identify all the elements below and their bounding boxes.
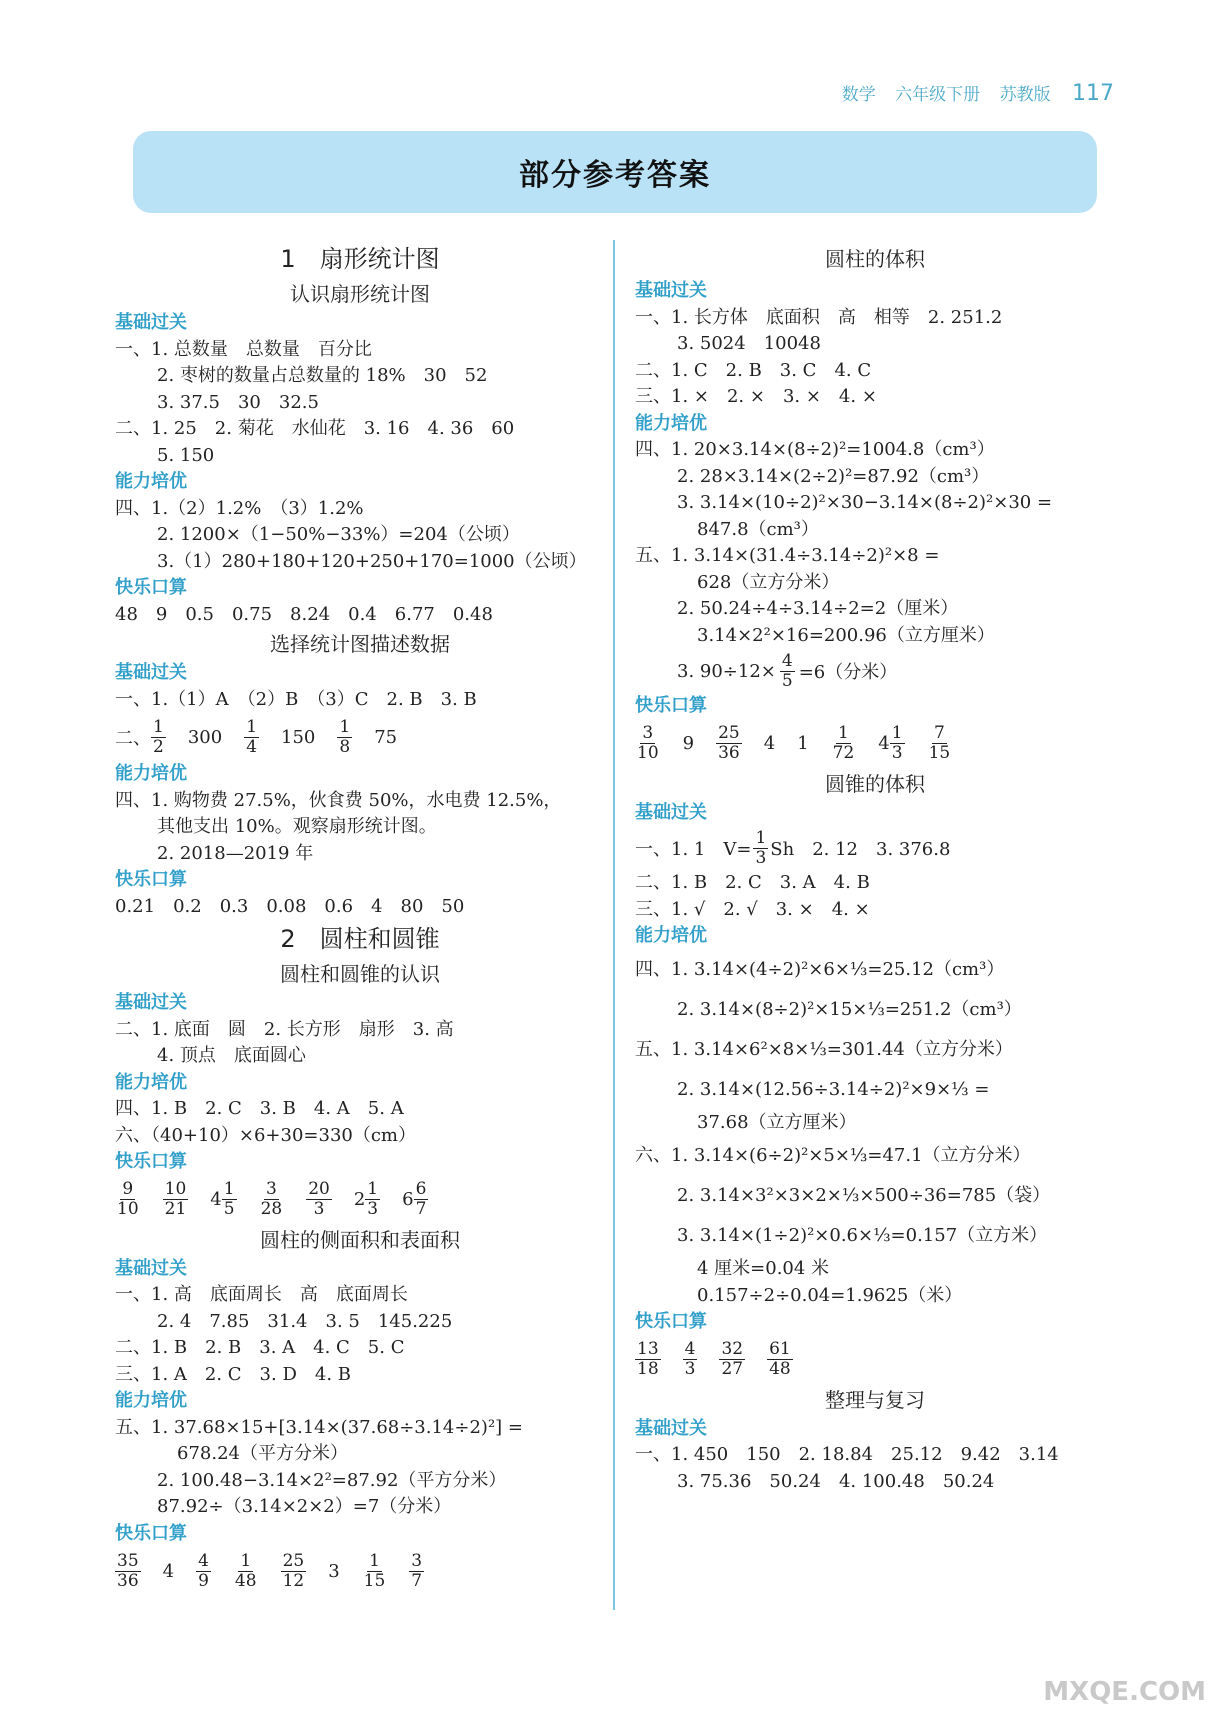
answer-line: 2. 3.14×(12.56÷3.14÷2)²×9×⅓ = — [677, 1078, 990, 1100]
label-basic: 基础过关 — [115, 662, 187, 683]
answer-banner: 部分参考答案 — [133, 131, 1097, 213]
answer-line: 628（立方分米） — [697, 571, 840, 593]
answer-line: 五、1. 37.68×15+[3.14×(37.68÷3.14÷2)²] = — [115, 1416, 523, 1438]
section-title: 圆锥的体积 — [825, 771, 925, 796]
label-ability: 能力培优 — [115, 471, 187, 492]
denominator: 7 — [415, 1199, 427, 1219]
label-ability: 能力培优 — [115, 1390, 187, 1411]
row-prefix: 二、 — [115, 728, 151, 749]
answer-line: 二、1. 底面 圆 2. 长方形 扇形 3. 高 — [115, 1018, 454, 1040]
chapter-title: 1 扇形统计图 — [280, 245, 440, 273]
answer-line: 五、1. 3.14×(31.4÷3.14÷2)²×8 = — [635, 545, 940, 566]
expr: 3. 90÷12× — [677, 660, 776, 682]
numerator: 1 — [367, 1179, 379, 1199]
answer-line: 3.14×2²×16=200.96（立方厘米） — [697, 624, 995, 646]
answer-line: 5. 150 — [157, 444, 215, 466]
numerator: 1 — [223, 1179, 235, 1199]
answer-line: 二、1. C 2. B 3. C 4. C — [635, 359, 872, 381]
answer-line: 二、1. B 2. C 3. A 4. B — [635, 872, 870, 893]
value: 75 — [374, 726, 398, 748]
fraction — [163, 1180, 189, 1219]
denominator: 8 — [339, 736, 351, 757]
fraction — [259, 1180, 285, 1219]
answer-line: 2. 28×3.14×(2÷2)²=87.92（cm³） — [677, 465, 990, 487]
section-title: 认识扇形统计图 — [290, 282, 430, 306]
answer-line: 四、1. 20×3.14×(8÷2)²=1004.8（cm³） — [635, 439, 995, 460]
denominator: 36 — [718, 743, 740, 763]
value: 150 — [281, 726, 316, 748]
fraction — [115, 1552, 141, 1591]
denominator: 15 — [363, 1570, 386, 1591]
answer-line: 4. 顶点 底面圆心 — [157, 1045, 306, 1066]
denominator: 3 — [891, 743, 903, 763]
denominator: 4 — [246, 736, 258, 757]
numerator: 1 — [838, 723, 849, 743]
numerator: 25 — [718, 723, 740, 743]
answer-line: 2. 3.14×(8÷2)²×15×⅓=251.2（cm³） — [677, 998, 1022, 1020]
numerator: 25 — [282, 1550, 305, 1571]
value: 300 — [187, 726, 223, 748]
numerator: 1 — [240, 1550, 252, 1571]
denominator: 10 — [637, 743, 659, 763]
fraction — [753, 829, 768, 868]
label-mental: 快乐口算 — [115, 869, 187, 890]
answer-line: 其他支出 10%。观察扇形统计图。 — [157, 816, 437, 837]
answer-line: 五、1. 3.14×6²×8×⅓=301.44（立方分米） — [635, 1038, 1013, 1060]
denominator: 3 — [367, 1199, 379, 1219]
denominator: 2 — [153, 736, 164, 757]
answer-line: 四、1. 3.14×(4÷2)²×6×⅓=25.12（cm³） — [635, 958, 1005, 980]
numerator: 4 — [684, 1339, 696, 1359]
denominator: 3 — [313, 1199, 325, 1219]
whole-part: 4 — [210, 1189, 222, 1210]
whole-part: 4 — [878, 733, 890, 754]
numerator: 3 — [411, 1550, 423, 1571]
denominator: 5 — [781, 670, 793, 691]
denominator: 12 — [282, 1570, 305, 1591]
integer-value: 1 — [797, 733, 809, 754]
answer-line: 四、1. B 2. C 3. B 4. A 5. A — [115, 1098, 404, 1119]
answer-line: 二、1. 25 2. 菊花 水仙花 3. 16 4. 36 60 — [115, 418, 515, 439]
fraction — [414, 1180, 429, 1219]
numerator: 35 — [117, 1550, 139, 1571]
fraction — [281, 1552, 307, 1591]
answer-line: 3. 3.14×(10÷2)²×30−3.14×(8÷2)²×30 = — [677, 492, 1053, 513]
answer-line: 2. 4 7.85 31.4 3. 5 145.225 — [157, 1310, 453, 1332]
fraction — [409, 1552, 424, 1591]
header-edition: 苏教版 — [999, 85, 1051, 105]
answer-line — [635, 649, 1115, 693]
fraction-row — [635, 720, 1115, 768]
answer-line: 三、1. A 2. C 3. D 4. B — [115, 1363, 352, 1385]
label-ability: 能力培优 — [115, 763, 187, 784]
left-column — [115, 240, 605, 1595]
label-mental: 快乐口算 — [635, 1311, 707, 1332]
answer-line: 2. 100.48−3.14×2²=87.92（平方分米） — [157, 1469, 507, 1491]
answer-line: 678.24（平方分米） — [177, 1443, 348, 1464]
fraction — [365, 1180, 380, 1219]
section-title: 圆柱和圆锥的认识 — [280, 962, 440, 986]
label-basic: 基础过关 — [635, 1417, 707, 1439]
numerator: 20 — [308, 1179, 330, 1199]
fraction — [719, 1340, 745, 1379]
watermark: MXQE.COM — [1043, 1677, 1206, 1707]
answer-line: 四、1. 购物费 27.5%，伙食费 50%，水电费 12.5%， — [115, 789, 562, 811]
label-basic: 基础过关 — [115, 312, 187, 333]
answer-line: 847.8（cm³） — [697, 518, 819, 540]
page-number: 117 — [1072, 81, 1114, 106]
expr: Sh 2. 12 3. 376.8 — [770, 839, 951, 860]
integer-value: 9 — [682, 733, 695, 754]
whole-part: 2 — [353, 1189, 366, 1210]
fraction — [362, 1552, 388, 1591]
answer-line: 一、1. 总数量 总数量 百分比 — [115, 338, 372, 360]
answer-line: 0.21 0.2 0.3 0.08 0.6 4 80 50 — [115, 895, 465, 917]
whole-part: 6 — [402, 1189, 414, 1210]
fraction-row — [115, 1176, 605, 1224]
numerator: 3 — [642, 723, 654, 743]
answer-line: 2. 50.24÷4÷3.14÷2=2（厘米） — [677, 598, 959, 619]
denominator: 10 — [117, 1199, 139, 1219]
fraction — [196, 1552, 211, 1591]
answer-line: 48 9 0.5 0.75 8.24 0.4 6.77 0.48 — [115, 603, 493, 625]
denominator: 3 — [684, 1359, 696, 1379]
numerator: 1 — [153, 716, 164, 737]
chapter-title: 2 圆柱和圆锥 — [280, 925, 440, 953]
numerator: 4 — [781, 650, 793, 671]
fraction — [767, 1340, 793, 1379]
answer-line — [635, 826, 1115, 870]
answer-line: 2. 3.14×3²×3×2×⅓×500÷36=785（袋） — [677, 1185, 1051, 1206]
denominator: 5 — [223, 1199, 235, 1219]
denominator: 48 — [234, 1570, 257, 1591]
answer-line: 一、1. 高 底面周长 高 底面周长 — [115, 1284, 408, 1305]
denominator: 7 — [411, 1570, 423, 1591]
column-divider — [613, 240, 615, 1610]
fraction — [233, 1552, 259, 1591]
answer-line: 四、1.（2）1.2% （3）1.2% — [115, 497, 364, 519]
answer-line: 2. 枣树的数量占总数量的 18% 30 52 — [157, 365, 488, 386]
answer-line: 3.（1）280+180+120+250+170=1000（公顷） — [157, 550, 587, 572]
header-grade: 六年级下册 — [895, 85, 981, 105]
fraction — [151, 718, 166, 757]
denominator: 9 — [198, 1570, 209, 1591]
fraction — [683, 1340, 698, 1379]
answer-line: 4 厘米=0.04 米 — [697, 1258, 830, 1279]
fraction — [115, 1180, 141, 1219]
label-ability: 能力培优 — [115, 1071, 187, 1093]
section-title: 选择统计图描述数据 — [270, 632, 450, 656]
numerator: 10 — [164, 1179, 187, 1199]
numerator: 1 — [369, 1550, 380, 1571]
integer-value: 3 — [328, 1560, 340, 1582]
fraction-row — [115, 713, 605, 761]
label-mental: 快乐口算 — [115, 1522, 187, 1544]
numerator: 3 — [265, 1179, 277, 1199]
numerator: 13 — [637, 1339, 659, 1359]
fraction — [306, 1180, 332, 1219]
answer-line: 一、1. 450 150 2. 18.84 25.12 9.42 3.14 — [635, 1444, 1059, 1465]
numerator: 1 — [891, 723, 903, 743]
answer-line: 0.157÷2÷0.04=1.9625（米） — [697, 1284, 963, 1306]
numerator: 7 — [933, 723, 945, 743]
answer-line: 3. 3.14×(1÷2)²×0.6×⅓=0.157（立方米） — [677, 1225, 1048, 1246]
answer-line: 一、1.（1）A （2）B （3）C 2. B 3. B — [115, 688, 477, 710]
section-title: 圆柱的体积 — [825, 247, 925, 271]
denominator: 48 — [769, 1359, 791, 1379]
fraction — [337, 718, 352, 757]
answer-line: 六、（40+10）×6+30=330（cm） — [115, 1124, 416, 1146]
fraction — [635, 724, 661, 763]
denominator: 72 — [832, 743, 855, 763]
expr: =6（分米） — [798, 662, 898, 683]
denominator: 15 — [928, 743, 951, 763]
fraction — [635, 1340, 661, 1379]
numerator: 1 — [755, 827, 767, 848]
integer-value: 4 — [162, 1560, 175, 1582]
fraction — [780, 652, 795, 691]
answer-line: 3. 37.5 30 32.5 — [157, 391, 319, 413]
label-basic: 基础过关 — [115, 992, 187, 1013]
label-mental: 快乐口算 — [115, 577, 187, 598]
label-mental: 快乐口算 — [115, 1151, 187, 1172]
denominator: 3 — [755, 847, 767, 868]
label-basic: 基础过关 — [635, 801, 707, 823]
expr: 一、1. 1 V= — [635, 839, 752, 860]
answer-line: 3. 5024 10048 — [677, 333, 821, 354]
header-subject: 数学 — [841, 85, 876, 105]
page-header — [828, 80, 1114, 106]
denominator: 36 — [117, 1570, 139, 1591]
answer-line: 三、1. × 2. × 3. × 4. × — [635, 386, 877, 407]
fraction — [927, 724, 953, 763]
integer-value: 4 — [763, 733, 776, 754]
denominator: 21 — [164, 1199, 187, 1219]
section-title: 整理与复习 — [825, 1387, 925, 1412]
fraction — [716, 724, 742, 763]
numerator: 1 — [339, 716, 351, 737]
fraction — [222, 1180, 237, 1219]
fraction — [831, 724, 857, 763]
label-ability: 能力培优 — [635, 925, 707, 946]
denominator: 28 — [260, 1199, 283, 1219]
fraction — [244, 718, 259, 757]
label-mental: 快乐口算 — [635, 695, 707, 716]
numerator: 6 — [415, 1179, 427, 1199]
denominator: 27 — [721, 1359, 744, 1379]
numerator: 4 — [198, 1550, 209, 1571]
label-basic: 基础过关 — [115, 1257, 187, 1279]
right-column — [635, 240, 1115, 1495]
numerator: 32 — [721, 1339, 744, 1359]
label-basic: 基础过关 — [635, 280, 707, 301]
answer-line: 2. 2018—2019 年 — [157, 842, 314, 864]
numerator: 1 — [246, 716, 258, 737]
label-ability: 能力培优 — [635, 412, 707, 434]
numerator: 61 — [769, 1339, 791, 1359]
answer-line: 二、1. B 2. B 3. A 4. C 5. C — [115, 1337, 405, 1358]
answer-line: 3. 75.36 50.24 4. 100.48 50.24 — [677, 1470, 995, 1492]
numerator: 9 — [122, 1179, 134, 1199]
fraction-row — [115, 1547, 605, 1595]
fraction-row — [635, 1336, 1115, 1384]
answer-line: 六、1. 3.14×(6÷2)²×5×⅓=47.1（立方分米） — [635, 1145, 1031, 1166]
answer-line: 87.92÷（3.14×2×2）=7（分米） — [157, 1496, 452, 1517]
answer-line: 2. 1200×（1−50%−33%）=204（公顷） — [157, 524, 520, 545]
answer-line: 一、1. 长方体 底面积 高 相等 2. 251.2 — [635, 306, 1003, 328]
answer-line: 三、1. √ 2. √ 3. × 4. × — [635, 898, 870, 920]
fraction — [890, 724, 905, 763]
denominator: 18 — [637, 1359, 659, 1379]
section-title: 圆柱的侧面积和表面积 — [260, 1227, 460, 1252]
answer-line: 37.68（立方厘米） — [697, 1111, 857, 1133]
